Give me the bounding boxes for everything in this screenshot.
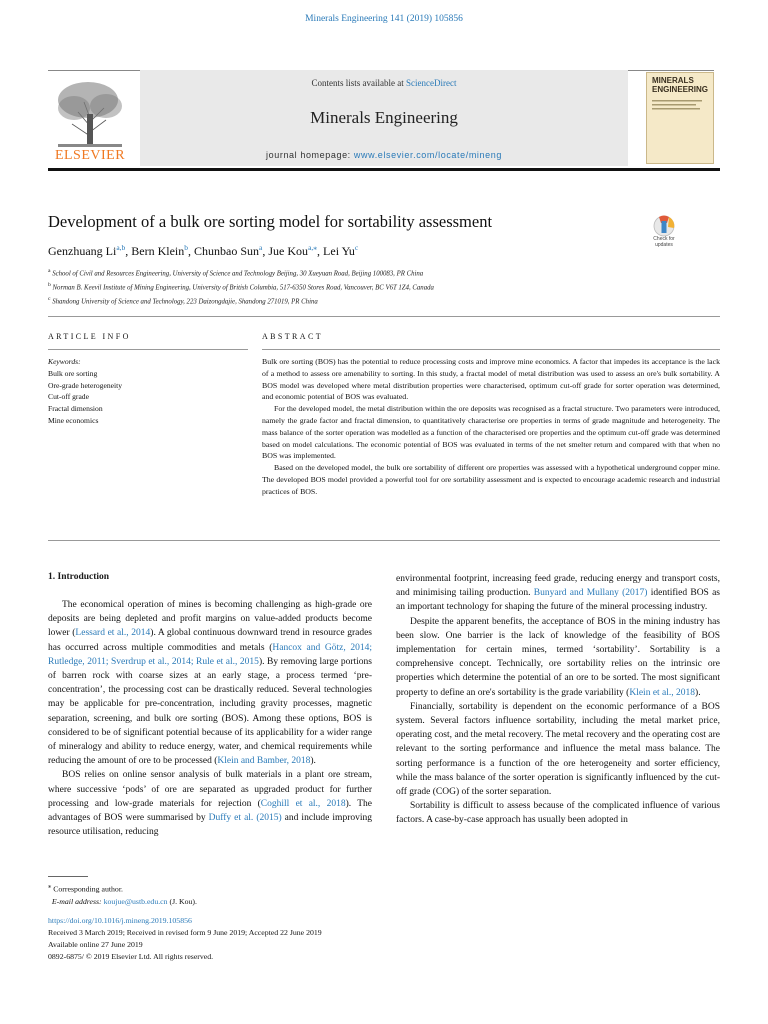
keyword-item: Fractal dimension <box>48 404 103 414</box>
corresponding-author-note: ⁎ Corresponding author. <box>48 883 123 894</box>
body-paragraph: Sortability is difficult to assess because of the complicated influence of various factors. A case-by-case approach has usually been adopted in <box>396 801 720 826</box>
affiliation-a: $^a$ School of Civil and Resources Engineering, University of Science and Technology Beijing, 30 Xueyuan Road, Beijing 100083, PR China <box>48 268 424 278</box>
article-info-rule <box>48 349 248 350</box>
affiliations <box>48 266 728 307</box>
publisher-logo-text: ELSEVIER <box>54 148 126 163</box>
received-dates: Received 3 March 2019; Received in revised form 9 June 2019; Accepted 22 June 2019 <box>48 928 322 937</box>
citation-link[interactable]: Coghill et al., 2018 <box>260 798 346 809</box>
crossmark-label: Check for updates <box>653 236 675 248</box>
abstract-rule <box>262 349 720 350</box>
copyright: 0892-6875/ © 2019 Elsevier Ltd. All rights reserved. <box>48 952 214 961</box>
citation-link[interactable]: Bunyard and Mullany (2017) <box>533 588 648 599</box>
body-paragraph: environmental footprint, increasing feed grade, reducing energy and transport costs, and minimising tailing production. Bunyard and Mullany (2017) identified BOS as an important technology for shaping the future of the mineral processing industry. <box>396 574 720 613</box>
section-top-rule <box>48 316 720 317</box>
publication-info <box>48 915 548 963</box>
body-paragraph: Despite the apparent benefits, the acceptance of BOS in the mining industry has been slow. One barrier is the lack of knowledge of the feasibility of BOS implementation for certain mines, termed ‘sortability’. Sortability is a comprehensive concept. Technically, ore sortability relies on the intrinsic ore properties which determine the potential of an ore to be sorted. The most significant property to define an ore's sortability is the grade variability (Klein et al., 2018). <box>396 616 720 698</box>
sciencedirect-link[interactable]: ScienceDirect <box>406 78 457 88</box>
cover-text-lines <box>652 100 708 112</box>
keywords-block <box>48 356 248 427</box>
body-column-right <box>396 572 720 828</box>
author-1-affil[interactable]: a,b <box>116 243 126 252</box>
author-5[interactable]: Lei Yu <box>323 244 355 258</box>
body-paragraph: Financially, sortability is dependent on the economic performance of a BOS system. Several factors influence sortability, including the metal market price, operating cost, and the metal recovery. The metal recovery and the operating cost are relevant to the sorting performance and influence the metal mass balance. The sorting performance is a function of the ore heterogeneity and sorter efficiency, while the mass balance of the sorter operation is significantly influenced by the cut-off grade (COG) of the sorter separation. <box>396 701 720 798</box>
abstract-paragraph: Based on the developed model, the bulk ore sortability of different ore properties was assessed with a hypothetical underground copper mine. The developed BOS model provided a powerful tool for ore sortability assessment and is expected to encourage academic research and industrial practices of BOS. <box>262 463 720 496</box>
author-3-affil[interactable]: a <box>259 243 263 252</box>
author-2-affil[interactable]: b <box>184 243 189 252</box>
citation-link[interactable]: Duffy et al. (2015) <box>208 813 282 824</box>
doi-link[interactable]: https://doi.org/10.1016/j.mineng.2019.105856 <box>48 916 192 925</box>
abstract-paragraph: Bulk ore sorting (BOS) has the potential to reduce processing costs and improve mine economics. A factor that impedes its acceptance is the lack of a method to assess ore amenability to sorting. In this study, a fractal model of metal distribution was used to assess an ore's bulk sortability. A BOS model was developed where metal distribution properties were characterised, optimum cut-off grade for sorter operation was determined, and economic potential of BOS was evaluated. <box>262 357 720 402</box>
email-link[interactable]: koujue@ustb.edu.cn <box>103 896 168 906</box>
citation-link[interactable]: Klein et al., 2018 <box>629 687 696 698</box>
keyword-item: Ore-grade heterogeneity <box>48 380 122 390</box>
affiliation-c: $^c$ Shandong University of Science and Technology, 223 Daizongdajie, Shandong 271019, PR China <box>48 295 318 305</box>
section-heading-introduction: 1. Introduction <box>48 572 110 582</box>
paper-title: Development of a bulk ore sorting model for sortability assessment <box>48 212 493 231</box>
keyword-item: Cut-off grade <box>48 392 89 402</box>
author-4[interactable]: Jue Kou <box>268 244 309 258</box>
footnote-rule <box>48 876 88 877</box>
email-note: E-mail address: koujue@ustb.edu.cn (J. Kou). <box>51 896 197 906</box>
journal-title: Minerals Engineering <box>310 108 458 127</box>
homepage-link[interactable]: www.elsevier.com/locate/mineng <box>353 150 502 160</box>
abstract-bottom-rule <box>48 540 720 541</box>
journal-homepage: journal homepage: www.elsevier.com/locate/mineng <box>266 150 502 160</box>
footnote <box>48 881 368 908</box>
abstract-body <box>262 356 720 498</box>
keywords-label: Keywords: <box>48 357 81 366</box>
author-3[interactable]: Chunbao Sun <box>194 244 260 258</box>
body-paragraph: The economical operation of mines is becoming challenging as high-grade ore deposits are being depleted and profit margins on value-added products become lower (Lessard et al., 2014). A global continuous downward trend in resource grades has occurred across multiple commodities and metals (Hancox and Götz, 2014; Rutledge, 2011; Sverdrup et al., 2014; Rule et al., 2015). By removing large portions of barren rock with coarse sizes at an early stage, a process termed ‘pre-concentration’, the processing cost can be drastically reduced. Several technologies may be applicable for pre-concentration, including gravity processes, magnetic separation, screening, and bulk ore sorting (BOS). Among these options, BOS is considered to be of significant potential because of its applicability for a wider range of mineralogy and ability to reduce energy, water, and chemical requirements while reducing the amount of ore to be processed (Klein and Bamber, 2018). <box>48 600 372 767</box>
header-bottom-rule <box>48 168 720 171</box>
citation-link[interactable]: Lessard et al., 2014 <box>75 628 151 639</box>
body-paragraph: BOS relies on online sensor analysis of bulk materials in a plant ore stream, where successive ‘pods’ of ore are separated as upgraded product for further processing and low-grade materials for rejection (Coghill et al., 2018). The advantages of BOS were summarised by Duffy et al. (2015) and include improving resource utilisation, reducing <box>48 770 373 838</box>
author-4-affil[interactable]: a,⁎ <box>308 243 318 252</box>
affiliation-b: $^b$ Norman B. Keevil Institute of Mining Engineering, University of British Columbia, 517-6350 Stores Road, Vancouver, BC V6T 1Z4, Canada <box>48 281 434 292</box>
available-online: Available online 27 June 2019 <box>48 940 143 949</box>
cover-title: MINERALS ENGINEERING <box>652 76 709 94</box>
article-info-heading: ARTICLE INFO <box>48 332 131 341</box>
author-list: Genzhuang Li$^{a,b}$, Bern Klein$^b$, Chunbao Sun$^a$, Jue Kou$^{a,⁎}$, Lei Yu$^c$ <box>48 243 359 258</box>
author-5-affil[interactable]: c <box>354 243 359 252</box>
citation-link[interactable]: Hancox and Götz, 2014; Rutledge, 2011; Sverdrup et al., 2014; Rule et al., 2015 <box>48 642 372 667</box>
keyword-item: Mine economics <box>48 415 99 425</box>
keyword-item: Bulk ore sorting <box>48 368 98 378</box>
journal-reference[interactable]: Minerals Engineering 141 (2019) 105856 <box>305 14 463 24</box>
abstract-heading: ABSTRACT <box>262 332 323 341</box>
citation-link[interactable]: Klein and Bamber, 2018 <box>217 756 311 767</box>
author-2[interactable]: Bern Klein <box>131 244 185 258</box>
body-column-left <box>48 598 372 839</box>
abstract-paragraph: For the developed model, the metal distribution within the ore deposits was recognised as a fractal structure. Two parameters were introduced, namely the grade factor and fractal dimension, to quantitatively characterise ore properties in terms of grade magnitude and heterogeneity. The mass balance of the sorter operation was modelled as a function of the characterised ore properties and the optimum cut-off grade was determined based on model calculations. The economic potential of BOS was evaluated in terms of the net smelter return and compared with that when no BOS was implemented. <box>262 404 720 461</box>
contents-available: Contents lists available at ScienceDirect <box>311 78 457 88</box>
author-1[interactable]: Genzhuang Li <box>48 244 117 258</box>
